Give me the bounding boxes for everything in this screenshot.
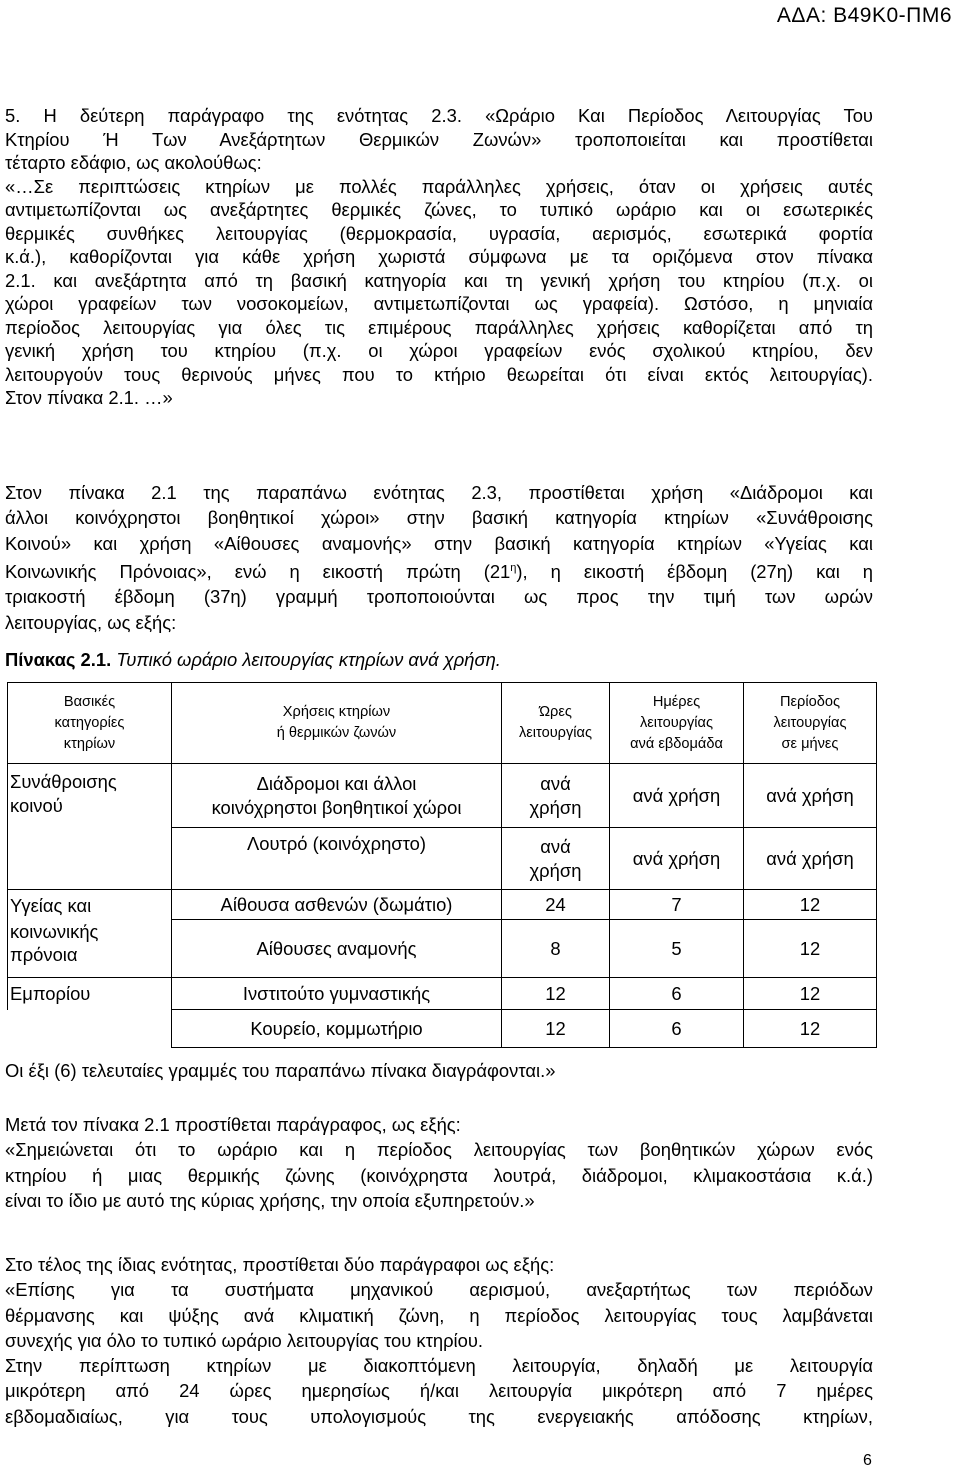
paragraph-line: θέρμανσης και ψύξης ανά κλιματική ζώνη, η περίοδος λειτουργίας τους λαμβάνεται bbox=[5, 1304, 873, 1326]
paragraph-line: τέταρτο εδάφιο, ως ακολούθως: bbox=[5, 152, 262, 173]
period-cell: 12 bbox=[744, 1010, 877, 1048]
period-cell: ανά χρήση bbox=[744, 828, 877, 890]
superscript: η bbox=[510, 561, 517, 574]
days-cell: 5 bbox=[610, 920, 744, 978]
hours-cell: 24 bbox=[502, 890, 610, 920]
table-row bbox=[8, 920, 877, 978]
use-cell: Λουτρό (κοινόχρηστο) bbox=[172, 828, 502, 890]
header-period: Περίοδος λειτουργίας σε μήνες bbox=[744, 683, 877, 764]
paragraph-line bbox=[5, 556, 873, 584]
paragraph-line: γενική χρήση του κτηρίου (π.χ. οι χώροι γραφείων ενός σχολικού κτηρίου, δεν bbox=[5, 340, 873, 361]
table-row bbox=[8, 828, 877, 890]
period-cell: 12 bbox=[744, 920, 877, 978]
paragraph-line: αντιμετωπίζονται ως ανεξάρτητες θερμικές ζώνες, το τυπικό ωράριο και οι εσωτερικές bbox=[5, 199, 873, 220]
use-cell: Διάδρομοι και άλλοι κοινόχρηστοι βοηθητικοί χώροι bbox=[172, 764, 502, 828]
line-part: Κοινωνικής Πρόνοιας», ενώ η εικοστή πρώτη (21 bbox=[5, 561, 511, 583]
period-cell: 12 bbox=[744, 978, 877, 1010]
period-cell: ανά χρήση bbox=[744, 764, 877, 828]
category-cell bbox=[8, 1010, 172, 1048]
paragraph-line: Κτηρίου Ή Των Ανεξάρτητων Θερμικών Ζωνών» τροποποιείται και προστίθεται bbox=[5, 128, 873, 150]
table-row bbox=[8, 978, 877, 1010]
hours-cell: 12 bbox=[502, 978, 610, 1010]
paragraph-line: κτηρίου ή μιας θερμικής ζώνης (κοινόχρηστα λουτρά, διάδρομοι, κλιμακοστάσια κ.ά.) bbox=[5, 1164, 873, 1186]
paragraph-line: Στον πίνακα 2.1 της παραπάνω ενότητας 2.3, προστίθεται χρήση «Διάδρομοι και bbox=[5, 482, 873, 503]
section-amendment-5 bbox=[5, 104, 873, 410]
table-row bbox=[8, 1010, 877, 1048]
paragraph-line: Μετά τον πίνακα 2.1 προστίθεται παράγραφος, ως εξής: bbox=[5, 1114, 461, 1135]
section-after-table bbox=[5, 1112, 873, 1213]
category-cell: Υγείας και bbox=[8, 890, 172, 920]
paragraph-line: συνεχής για όλο το τυπικό ωράριο λειτουργίας του κτηρίου. bbox=[5, 1329, 484, 1351]
hours-cell: ανά χρήση bbox=[502, 828, 610, 890]
paragraph-line: «Επίσης για τα συστήματα μηχανικού αερισμού, ανεξαρτήτως των περιόδων bbox=[5, 1279, 873, 1301]
paragraph-line: είναι το ίδιο με αυτό της κύριας χρήσης, την οποία εξυπηρετούν.» bbox=[5, 1189, 535, 1211]
paragraph-line: εβδομαδιαίως, για τους υπολογισμούς της ενεργειακής απόδοσης κτηρίων, bbox=[5, 1405, 873, 1427]
use-cell: Αίθουσες αναμονής bbox=[172, 920, 502, 978]
table-header-row bbox=[8, 683, 877, 764]
hours-cell: ανά χρήση bbox=[502, 764, 610, 828]
paragraph-line: μικρότερη από 24 ώρες ημερησίως ή/και λειτουργία μικρότερη από 7 ημέρες bbox=[5, 1380, 873, 1402]
hours-cell: 12 bbox=[502, 1010, 610, 1048]
paragraph-line: Στο τέλος της ίδιας ενότητας, προστίθεται δύο παράγραφοι ως εξής: bbox=[5, 1254, 555, 1275]
use-cell: Ινστιτούτο γυμναστικής bbox=[172, 978, 502, 1010]
hours-cell: 8 bbox=[502, 920, 610, 978]
header-hours: Ώρες λειτουργίας bbox=[502, 683, 610, 764]
use-cell: Κουρείο, κομμωτήριο bbox=[172, 1010, 502, 1048]
table-caption-label: Πίνακας 2.1. bbox=[5, 649, 112, 670]
period-cell: 12 bbox=[744, 890, 877, 920]
days-cell: ανά χρήση bbox=[610, 828, 744, 890]
line-part: ), η εικοστή έβδομη (27η) και η bbox=[516, 561, 873, 583]
section-table-additions bbox=[5, 480, 873, 635]
days-cell: 6 bbox=[610, 978, 744, 1010]
section-end-paragraphs bbox=[5, 1252, 873, 1429]
category-cell: κοινωνικής πρόνοια bbox=[8, 920, 172, 978]
paragraph-line: άλλοι κοινόχρηστοι βοηθητικοί χώροι» στην βασική κατηγορία κτηρίων «Συνάθροισης bbox=[5, 507, 873, 529]
paragraph-line: χώροι γραφείων των νοσοκομείων, αντιμετωπίζονται ως γραφεία). Ωστόσο, η μηνιαία bbox=[5, 293, 873, 314]
header-category: Βασικές κατηγορίες κτηρίων bbox=[8, 683, 172, 764]
paragraph-line: λειτουργίας, ως εξής: bbox=[5, 611, 177, 633]
header-days: Ημέρες λειτουργίας ανά εβδομάδα bbox=[610, 683, 744, 764]
header-uses: Χρήσεις κτηρίων ή θερμικών ζωνών bbox=[172, 683, 502, 764]
paragraph-line: «…Σε περιπτώσεις κτηρίων με πολλές παράλληλες χρήσεις, όταν οι χρήσεις αυτές bbox=[5, 175, 873, 197]
paragraph-line: «Σημειώνεται ότι το ωράριο και η περίοδος λειτουργίας των βοηθητικών χώρων ενός bbox=[5, 1139, 873, 1161]
days-cell: ανά χρήση bbox=[610, 764, 744, 828]
paragraph-line: κ.ά.), καθορίζονται για κάθε χρήση χωριστά σύμφωνα με τα οριζόμενα στον πίνακα bbox=[5, 246, 873, 267]
paragraph-line: θερμικές συνθήκες λειτουργίας (θερμοκρασία, υγρασία, αερισμός, εσωτερικά φορτία bbox=[5, 222, 873, 244]
page-number: 6 bbox=[863, 1452, 872, 1469]
use-cell: Αίθουσα ασθενών (δωμάτιο) bbox=[172, 890, 502, 920]
paragraph-line: Κοινού» και χρήση «Αίθουσες αναμονής» στην βασική κατηγορία κτηρίων «Υγείας και bbox=[5, 532, 873, 554]
days-cell: 7 bbox=[610, 890, 744, 920]
paragraph-line: Στον πίνακα 2.1. …» bbox=[5, 387, 173, 408]
paragraph-line: περίοδος λειτουργίας για όλες τις επιμέρους παράλληλες χρήσεις καθορίζεται από τη bbox=[5, 316, 873, 338]
category-cell: Εμπορίου bbox=[8, 978, 172, 1010]
days-cell: 6 bbox=[610, 1010, 744, 1048]
paragraph-line: τριακοστή έβδομη (37η) γραμμή τροποποιούνται ως προς την τιμή των ωρών bbox=[5, 586, 873, 608]
paragraph-line: 5. Η δεύτερη παράγραφο της ενότητας 2.3. «Ωράριο Και Περίοδος Λειτουργίας Του bbox=[5, 105, 873, 126]
category-cell: Συνάθροισης κοινού bbox=[8, 764, 172, 828]
paragraph-line: 2.1. και ανεξάρτητα από τη βασική κατηγορία και τη γενική χρήση του κτηρίου (π.χ. οι bbox=[5, 269, 873, 291]
operating-hours-table bbox=[7, 682, 877, 1048]
paragraph-line: λειτουργούν τους θερινούς μήνες που το κτήριο θεωρείται ότι είναι εκτός λειτουργίας). bbox=[5, 363, 873, 385]
paragraph-line: Στην περίπτωση κτηρίων με διακοπτόμενη λειτουργία, δηλαδή με λειτουργία bbox=[5, 1355, 873, 1377]
table-caption bbox=[5, 648, 501, 672]
table-caption-text: Τυπικό ωράριο λειτουργίας κτηρίων ανά χρήση. bbox=[116, 649, 501, 670]
table-row bbox=[8, 890, 877, 920]
table-row bbox=[8, 764, 877, 828]
ada-code: ΑΔΑ: Β49Κ0-ΠΜ6 bbox=[776, 4, 952, 27]
deleted-rows-note: Οι έξι (6) τελευταίες γραμμές του παραπάνω πίνακα διαγράφονται.» bbox=[5, 1060, 556, 1081]
category-cell bbox=[8, 828, 172, 890]
